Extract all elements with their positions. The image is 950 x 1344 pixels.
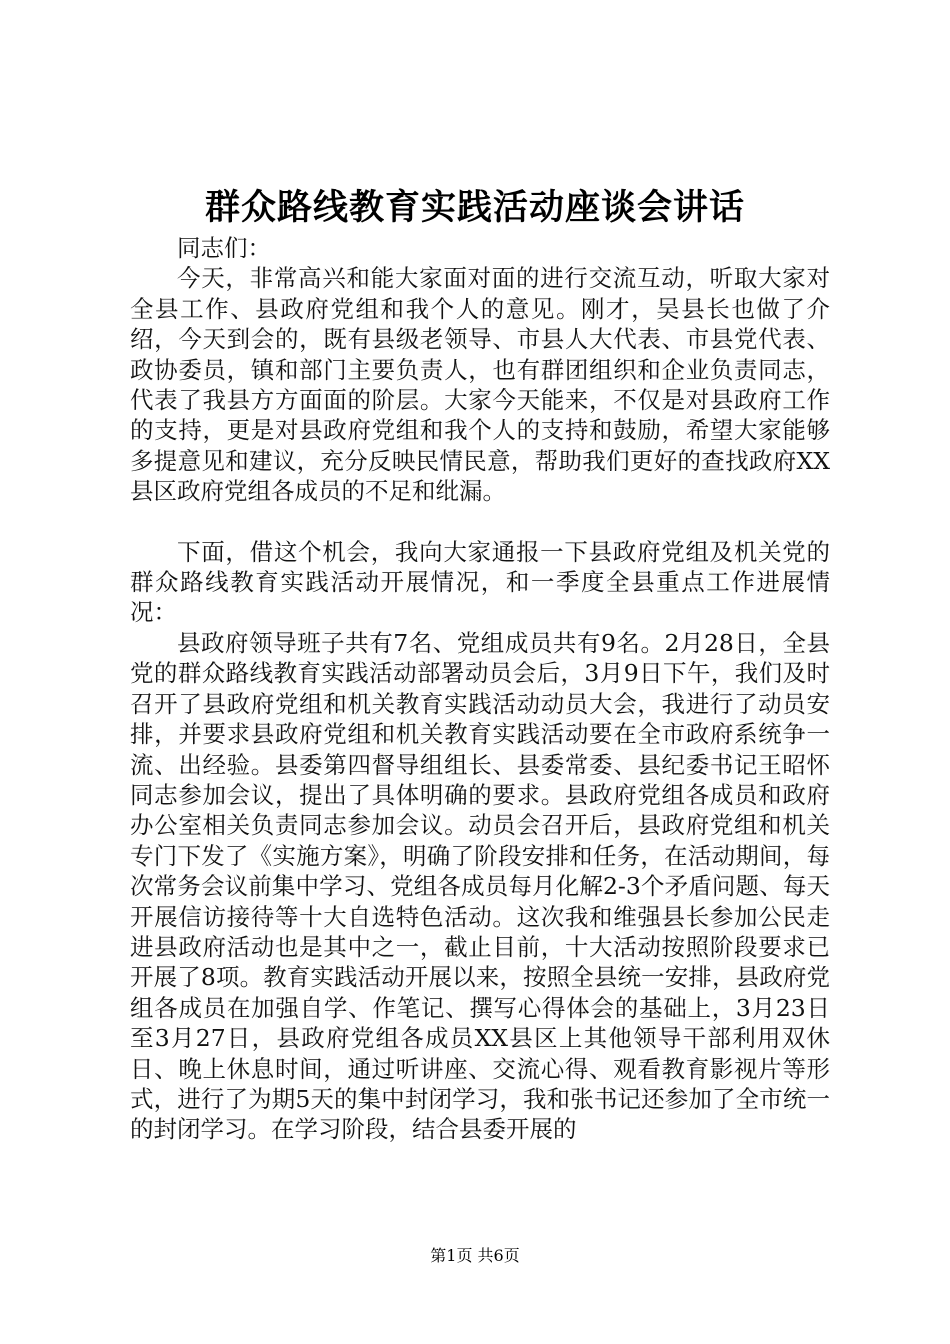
paragraph-3: 县政府领导班子共有7名、党组成员共有9名。2月28日，全县党的群众路线教育实践活动部署动员会后，3月9日下午，我们及时召开了县政府党组和机关教育实践活动动员大会，我进行了动员安排，并要求县政府党组和机关教育实践活动要在全市政府系统争一流、出经验。县委第四督导组组长、县委常委、县纪委书记王昭怀同志参加会议，提出了具体明确的要求。县政府党组各成员和政府办公室相关负责同志参加会议。动员会召开后，县政府党组和机关专门下发了《实施方案》，明确了阶段安排和任务，在活动期间，每次常务会议前集中学习、党组各成员每月化解2-3个矛盾问题、每天开展信访接待等十大自选特色活动。这次我和维强县长参加公民走进县政府活动也是其中之一，截止目前，十大活动按照阶段要求已开展了8项。教育实践活动开展以来，按照全县统一安排，县政府党组各成员在加强自学、作笔记、撰写心得体会的基础上，3月23日至3月27日，县政府党组各成员XX县区上其他领导干部利用双休日、晚上休息时间，通过听讲座、交流心得、观看教育影视片等形式，进行了为期5天的集中封闭学习，我和张书记还参加了全市统一的封闭学习。在学习阶段，结合县委开展的 [130,628,830,1144]
paragraph-2: 下面，借这个机会，我向大家通报一下县政府党组及机关党的群众路线教育实践活动开展情况，和一季度全县重点工作进展情况： [130,537,830,627]
paragraph-1: 今天，非常高兴和能大家面对面的进行交流互动，听取大家对全县工作、县政府党组和我个人的意见。刚才，吴县长也做了介绍，今天到会的，既有县级老领导、市县人大代表、市县党代表、政协委员，镇和部门主要负责人，也有群团组织和企业负责同志，代表了我县方方面面的阶层。大家今天能来，不仅是对县政府工作的支持，更是对县政府党组和我个人的支持和鼓励，希望大家能够多提意见和建议，充分反映民情民意，帮助我们更好的查找政府XX县区政府党组各成员的不足和纰漏。 [130,264,830,506]
salutation: 同志们： [177,234,271,262]
document-title: 群众路线教育实践活动座谈会讲话 [204,187,745,228]
page-footer: 第1页 共6页 [430,1246,520,1265]
document-body [130,233,830,1145]
